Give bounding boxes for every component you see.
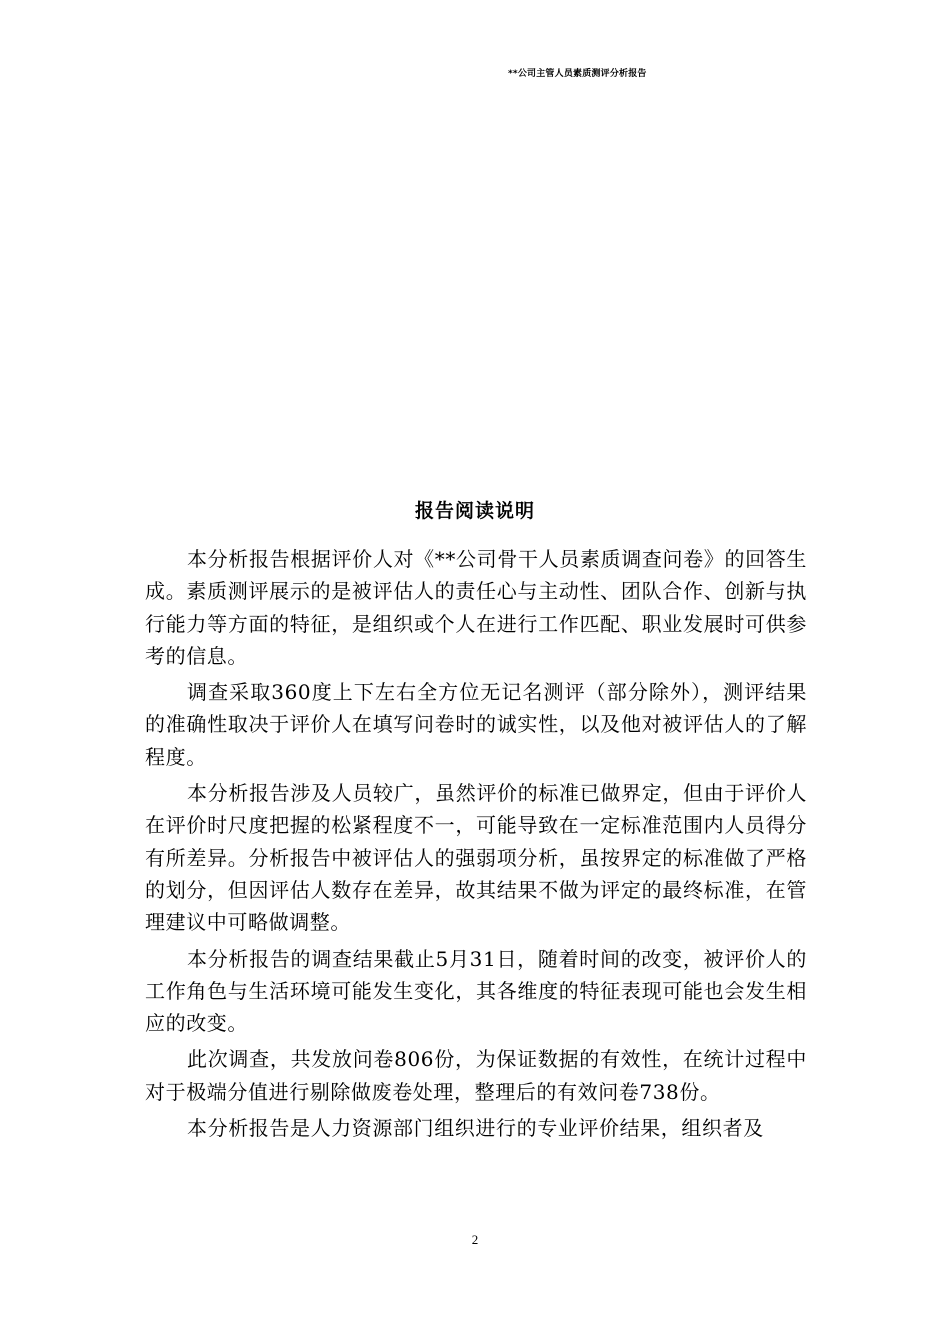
paragraph-survey: 此次调查，共发放问卷806份，为保证数据的有效性，在统计过程中对于极端分值进行剔除做废卷处理，整理后的有效问卷738份。 <box>145 1047 807 1104</box>
running-header: **公司主管人员素质测评分析报告 <box>508 69 647 79</box>
paragraph-cutoff: 本分析报告的调查结果截止5月31日，随着时间的改变，被评价人的工作角色与生活环境可能发生变化，其各维度的特征表现可能也会发生相应的改变。 <box>145 946 807 1036</box>
paragraph-scope: 本分析报告涉及人员较广，虽然评价的标准已做界定，但由于评价人在评价时尺度把握的松紧程度不一，可能导致在一定标准范围内人员得分有所差异。分析报告中被评估人的强弱项分析，虽按界定的标准做了严格的划分，但因评估人数存在差异，故其结果不做为评定的最终标准，在管理建议中可略做调整。 <box>145 781 807 935</box>
paragraph-intro: 本分析报告根据评价人对《**公司骨干人员素质调查问卷》的回答生成。素质测评展示的是被评估人的责任心与主动性、团队合作、创新与执行能力等方面的特征，是组织或个人在进行工作匹配、职业发展时可供参考的信息。 <box>145 547 807 668</box>
paragraph-method: 调查采取360度上下左右全方位无记名测评（部分除外），测评结果的准确性取决于评价人在填写问卷时的诚实性，以及他对被评估人的了解程度。 <box>145 680 807 769</box>
page-number: 2 <box>471 1232 479 1247</box>
paragraph-organizer: 本分析报告是人力资源部门组织进行的专业评价结果，组织者及 <box>187 1116 764 1141</box>
section-title: 报告阅读说明 <box>414 500 535 522</box>
body-text <box>145 543 807 1148</box>
